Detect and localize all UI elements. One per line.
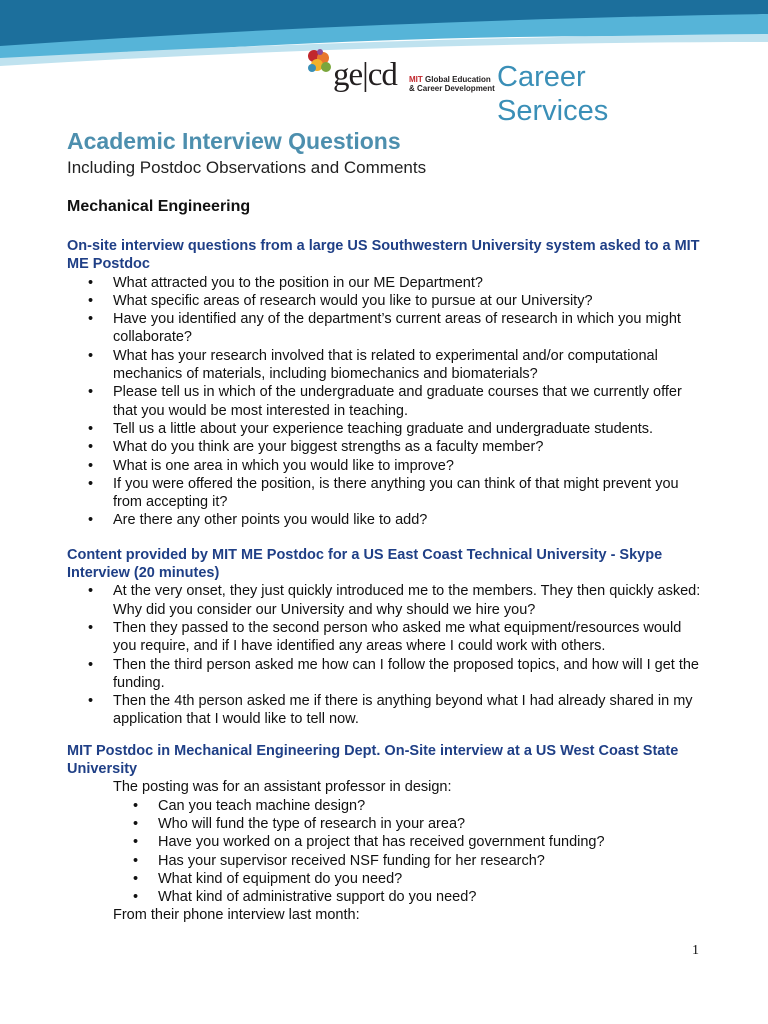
- gecd-subtitle: [409, 76, 509, 93]
- list-item: • Who will fund the type of research in your area?: [67, 815, 707, 833]
- s3-heading: MIT Postdoc in Mechanical Engineering Dept. On-Site interview at a US West Coast State University: [67, 742, 679, 778]
- document-body: [67, 126, 707, 925]
- logo-sub-line2: & Career Development: [409, 83, 495, 93]
- list-item: • Then they passed to the second person who asked me what equipment/resources would you require, and if I have identified any areas where I could work with others.: [67, 619, 707, 656]
- s3-intro: The posting was for an assistant professor in design:: [113, 779, 452, 796]
- list-item: • Can you teach machine design?: [67, 797, 707, 815]
- list-item: • Are there any other points you would like to add?: [67, 511, 707, 529]
- section-title: Mechanical Engineering: [67, 198, 251, 215]
- page-title: Academic Interview Questions: [67, 128, 401, 154]
- s3-outro: From their phone interview last month:: [113, 907, 360, 924]
- s2-heading: Content provided by MIT ME Postdoc for a US East Coast Technical University - Skype Interview (20 minutes): [67, 546, 663, 582]
- list-item: • Has your supervisor received NSF funding for her research?: [67, 852, 707, 870]
- list-item: • What has your research involved that is related to experimental and/or computational mechanics of materials, including biomechanics and biomaterials?: [67, 347, 707, 384]
- logo-mit: MIT: [409, 75, 423, 84]
- career-services-wordmark: Career Services: [497, 61, 609, 127]
- page-number: 1: [692, 943, 699, 958]
- page-subtitle: Including Postdoc Observations and Comments: [67, 158, 427, 177]
- list-item: • At the very onset, they just quickly introduced me to the members. They then quickly asked: Why did you consider our University and why should we hire you?: [67, 582, 707, 619]
- list-item: • What kind of administrative support do you need?: [67, 888, 707, 906]
- logo-sub-line1: Global Education: [425, 75, 491, 84]
- s2-content-list: [67, 582, 707, 728]
- list-item: • Please tell us in which of the undergraduate and graduate courses that we currently offer that you would be most interested in teaching.: [67, 383, 707, 420]
- list-item: • What kind of equipment do you need?: [67, 870, 707, 888]
- gecd-logo: [303, 46, 703, 127]
- list-item: • What specific areas of research would you like to pursue at our University?: [67, 292, 707, 310]
- s1-heading: On-site interview questions from a large US Southwestern University system asked to a MIT ME Postdoc: [67, 238, 700, 273]
- gecd-wordmark: ge|cd: [333, 57, 397, 93]
- list-item: • Then the third person asked me how can I follow the proposed topics, and how will I get the funding.: [67, 656, 707, 693]
- list-item: • Then the 4th person asked me if there is anything beyond what I had already shared in my application that I would like to tell now.: [67, 692, 707, 729]
- list-item: • Tell us a little about your experience teaching graduate and undergraduate students.: [67, 420, 707, 438]
- list-item: • Have you worked on a project that has received government funding?: [67, 833, 707, 851]
- list-item: • What do you think are your biggest strengths as a faculty member?: [67, 438, 707, 456]
- gecd-logo-mark-icon: [303, 46, 335, 80]
- list-item: • What attracted you to the position in our ME Department?: [67, 274, 707, 292]
- s3-question-list: [67, 797, 707, 907]
- list-item: • What is one area in which you would like to improve?: [67, 457, 707, 475]
- list-item: • If you were offered the position, is there anything you can think of that might prevent you from accepting it?: [67, 475, 707, 512]
- list-item: • Have you identified any of the department’s current areas of research in which you might collaborate?: [67, 310, 707, 347]
- s1-question-list: [67, 274, 707, 530]
